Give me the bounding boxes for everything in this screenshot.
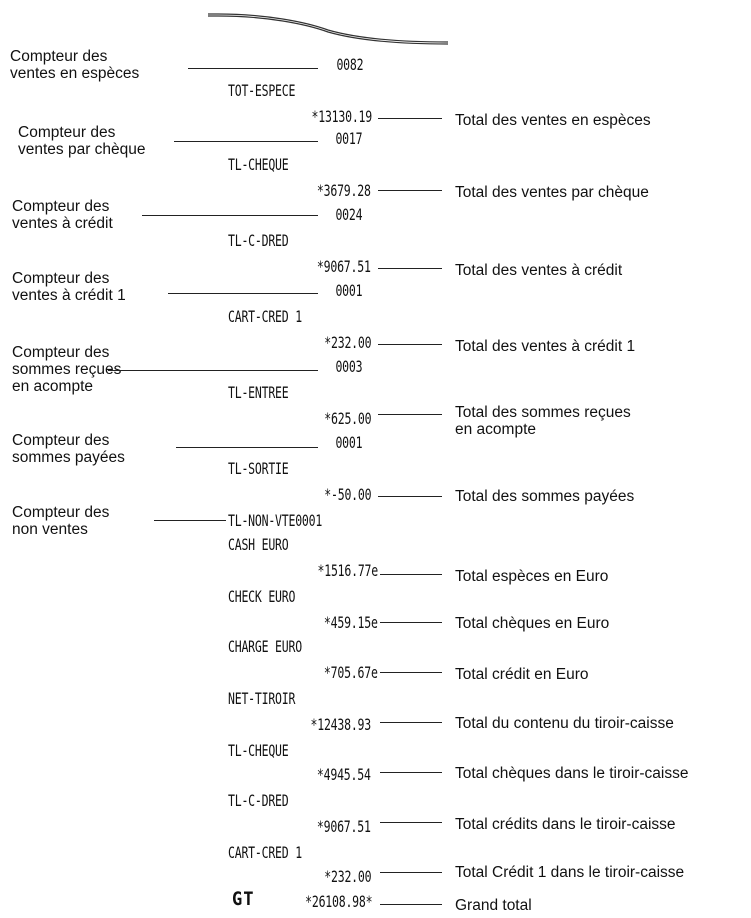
receipt-line: TL-ENTREE [228,383,289,402]
counter-label-line: ventes à crédit 1 [12,287,126,304]
total-label-line: en acompte [455,421,536,438]
counter-label [12,270,126,304]
total-label-line: Total du contenu du tiroir-caisse [455,715,674,732]
total-label-line: Total des ventes à crédit [455,262,623,279]
leader-line [380,872,442,873]
receipt-line: CASH EURO [228,535,289,554]
receipt-line: 0001 [335,281,362,300]
leader-line [142,215,318,216]
leader-line [378,496,442,497]
leader-line [380,822,442,823]
receipt-line: TOT-ESPECE [228,81,296,100]
receipt-line: 0082 [336,55,363,74]
total-label [455,715,674,732]
leader-line [108,370,318,371]
total-label [455,338,635,355]
total-label [455,864,684,881]
total-label-line: Total chèques en Euro [455,615,610,632]
total-label [455,765,688,782]
counter-label [12,504,109,538]
total-label [455,262,622,279]
total-label [455,568,608,585]
counter-label-line: ventes en espèces [10,65,140,82]
total-label-line: Total chèques dans le tiroir-caisse [455,765,689,782]
total-label-line: Grand total [455,897,532,914]
grand-total-label: GT [232,888,255,910]
total-label-line: Total des sommes reçues [455,404,631,421]
receipt-line: TL-C-DRED [228,791,289,810]
total-label [455,404,631,438]
leader-line [380,622,442,623]
counter-label-line: non ventes [12,521,88,538]
total-label-line: Total crédits dans le tiroir-caisse [455,816,676,833]
total-label-line: Total des ventes en espèces [455,112,651,129]
receipt-line: TL-CHEQUE [228,155,289,174]
total-label-line: Total Crédit 1 dans le tiroir-caisse [455,864,685,881]
receipt-line: 0001 [335,433,362,452]
receipt-line: *9067.51 [317,257,371,276]
receipt-line: *4945.54 [317,765,371,784]
leader-line [378,118,442,119]
leader-line [380,672,442,673]
total-label [455,112,651,129]
total-label-line: Total des ventes par chèque [455,184,649,201]
leader-line [378,344,442,345]
counter-label-line: Compteur des [12,270,110,287]
total-label [455,488,634,505]
receipt-line: TL-CHEQUE [228,741,289,760]
receipt-line: TL-SORTIE [228,459,289,478]
receipt-line: TL-NON-VTE0001 [228,511,323,530]
total-label [455,897,532,914]
counter-label [18,124,146,158]
leader-line [380,904,442,905]
receipt-line: CHARGE EURO [228,637,302,656]
counter-label-line: Compteur des [12,432,110,449]
total-label [455,184,649,201]
receipt-line: *459.15e [324,613,378,632]
receipt-line: CHECK EURO [228,587,296,606]
receipt-line: *3679.28 [317,181,371,200]
receipt-line: *1516.77e [317,561,378,580]
receipt-line: 0003 [335,357,362,376]
receipt-line: CART-CRED 1 [228,843,302,862]
receipt-line: *625.00 [323,409,371,428]
receipt-line: *-50.00 [323,485,371,504]
leader-line [378,414,442,415]
receipt-line: 0024 [335,205,362,224]
counter-label [12,432,125,466]
receipt-line: TL-C-DRED [228,231,289,250]
total-label-line: Total espèces en Euro [455,568,609,585]
counter-label-line: Compteur des [12,198,110,215]
leader-line [154,520,226,521]
counter-label-line: ventes à crédit [12,215,113,232]
receipt-line: 0017 [335,129,362,148]
receipt-line: *9067.51 [317,817,371,836]
receipt-line: *12438.93 [310,715,371,734]
leader-line [380,722,442,723]
counter-label-line: Compteur des [18,124,116,141]
receipt-line: *232.00 [323,333,371,352]
total-label [455,615,609,632]
counter-label-line: Compteur des [12,344,110,361]
leader-line [176,447,318,448]
total-label-line: Total des ventes à crédit 1 [455,338,636,355]
counter-label [12,344,121,395]
total-label [455,666,589,683]
receipt-line: CART-CRED 1 [228,307,302,326]
receipt-line: *232.00 [323,867,371,886]
leader-line [174,141,318,142]
total-label-line: Total des sommes payées [455,488,635,505]
receipt-tear-edge [206,6,450,46]
counter-label-line: en acompte [12,378,93,395]
grand-total-value: *26108.98* [304,892,372,911]
counter-label-line: ventes par chèque [18,141,146,158]
counter-label-line: sommes payées [12,449,125,466]
leader-line [378,190,442,191]
counter-label-line: sommes reçues [12,361,122,378]
counter-label-line: Compteur des [10,48,108,65]
total-label [455,816,676,833]
counter-label [12,198,113,232]
leader-line [188,68,318,69]
counter-label [10,48,139,82]
receipt-line: NET-TIROIR [228,689,296,708]
leader-line [380,574,442,575]
total-label-line: Total crédit en Euro [455,666,589,683]
receipt-line: *705.67e [324,663,378,682]
receipt-line: *13130.19 [311,107,372,126]
counter-label-line: Compteur des [12,504,110,521]
leader-line [168,293,318,294]
leader-line [380,772,442,773]
leader-line [378,268,442,269]
